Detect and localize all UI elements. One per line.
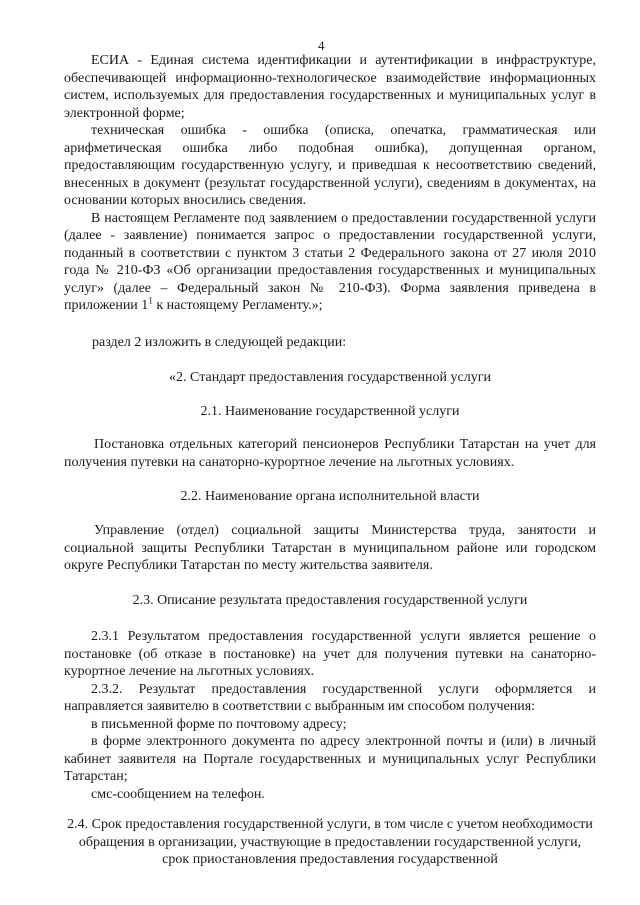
application-text: В настоящем Регламенте под заявлением о предоставлении государственной услуги (далее - заявление) понимается запрос о предоставлении государственной услуги, поданный в соответствии с пунктом 3 статьи 2 Федерального закона от 27 июля 2010 года № 210-ФЗ «Об организации предоставления государственных и муниципальных услуг» (далее – Федеральный закон № 210-ФЗ). Форма заявления приведена в приложении 1 — [64, 210, 596, 313]
section-2-3-2-text: 2.3.2. Результат предоставления государственной услуги оформляется и направляется заявителю в соответствии с выбранным им способом получения: — [64, 681, 596, 714]
section-2-4-heading: 2.4. Срок предоставления государственной услуги, в том числе с учетом необходимости обращения в организации, участвующие в предоставлении государственной услуги, срок приостановления предоставления государственной — [67, 817, 593, 867]
section-2-3-body — [64, 628, 596, 803]
definitions-block — [64, 52, 596, 315]
section-2-2-text: Управление (отдел) социальной защиты Министерства труда, занятости и социальной защиты Республики Татарстан в муниципальном районе или городском округе Республики Татарстан по месту жительства заявителя. — [64, 523, 596, 573]
delivery-option-sms: смс-сообщением на телефон. — [91, 786, 265, 802]
technical-error-definition: техническая ошибка - ошибка (описка, опечатка, грамматическая или арифметическая ошибка либо подобная ошибка), допущенная органом, предоставляющим государственную услугу, и приведшая к несоответствию сведений, внесенных в документ (результат государственной услуги), сведениям в документах, на основании которых вносились сведения. — [64, 123, 596, 208]
amendment-instruction: раздел 2 изложить в следующей редакции: — [92, 335, 347, 350]
section-2-1-text: Постановка отдельных категорий пенсионеров Республики Татарстан на учет для получения путевки на санаторно-курортное лечение на льготных условиях. — [64, 437, 596, 470]
section-2-3-heading: 2.3. Описание результата предоставления государственной услуги — [132, 593, 528, 608]
application-definition — [64, 210, 596, 315]
section-2-2-heading: 2.2. Наименование органа исполнительной власти — [180, 489, 480, 504]
application-text-end: к настоящему Регламенту.»; — [152, 298, 323, 313]
section-2-1-heading: 2.1. Наименование государственной услуги — [200, 404, 460, 419]
section-2-3-1-text: 2.3.1 Результатом предоставления государственной услуги является решение о постановке (об отказе в постановке) на учет для получения путевки на санаторно-курортное лечение на льготных условиях. — [64, 629, 596, 679]
section-title: «2. Стандарт предоставления государственной услуги — [169, 370, 491, 385]
appendix-superscript: 1 — [148, 295, 153, 306]
page-number: 4 — [318, 38, 325, 53]
delivery-option-electronic: в форме электронного документа по адресу электронной почты и (или) в личный кабинет заявителя на Портале государственных и муниципальных услуг Республики Татарстан; — [64, 734, 596, 784]
delivery-option-mail: в письменной форме по почтовому адресу; — [91, 716, 347, 732]
esia-definition: ЕСИА - Единая система идентификации и аутентификации в инфраструктуре, обеспечивающей информационно-технологическое взаимодействие информационных систем, используемых для предоставления государственных и муниципальных услуг в электронной форме; — [64, 53, 596, 121]
